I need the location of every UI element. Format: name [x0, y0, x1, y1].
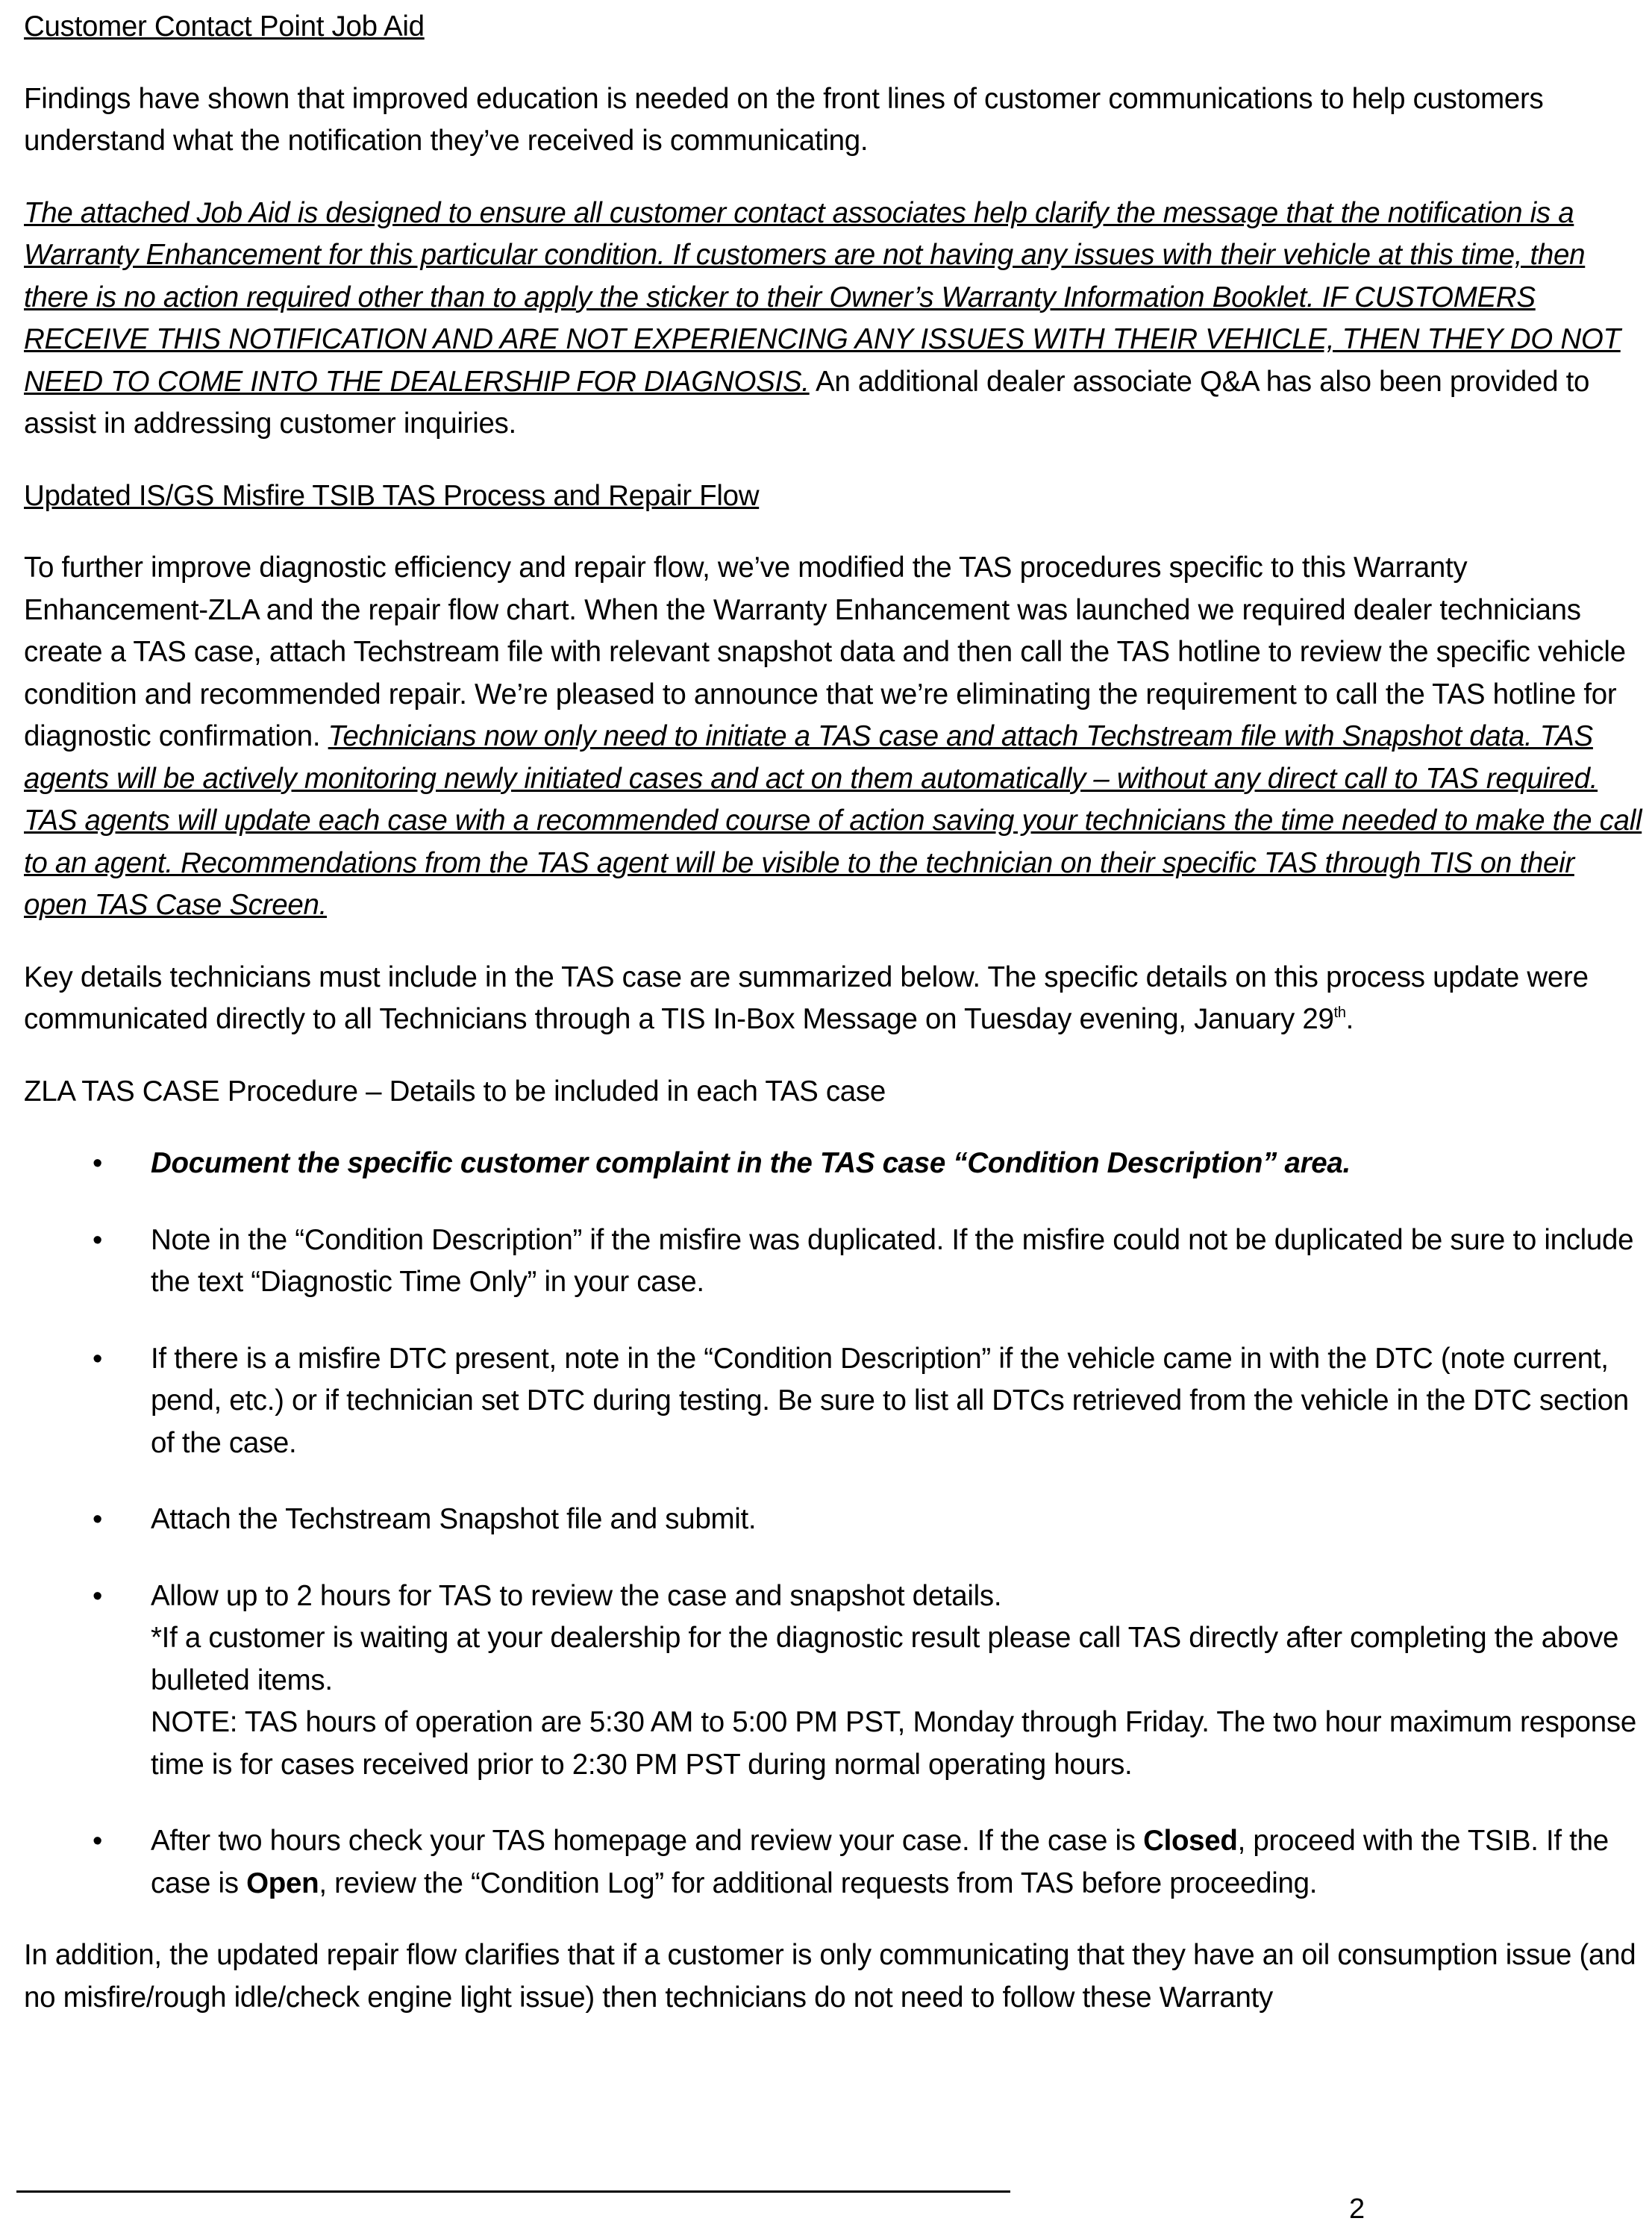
bullet-text-cont: , proceed with the TSIB. If the case is [151, 1825, 1609, 1899]
job-aid-emphasis-text: The attached Job Aid is designed to ensure all customer contact associates help clarify the message that the notification is a Warranty Enhancement for this particular condition. If customers are not having any issues with their vehicle at this time, then there is no action required other than to apply the sticker to their Owner’s Warranty Information Booklet. IF CUSTOMERS RECEIVE THIS NOTIFICATION AND ARE NOT EXPERIENCING ANY ISSUES WITH THEIR VEHICLE, THEN THEY DO NOT NEED TO COME INTO THE DEALERSHIP FOR DIAGNOSIS. [24, 196, 1621, 398]
bullet-text: Attach the Techstream Snapshot file and submit. [151, 1503, 757, 1535]
bullet-text: After two hours check your TAS homepage and review your case. If the case is [151, 1825, 1144, 1857]
paragraph-job-aid [24, 193, 1643, 446]
bullet-item [24, 1820, 1643, 1905]
bullet-icon: • [93, 1343, 103, 1375]
bullet-icon: • [93, 1504, 103, 1535]
bullet-item [24, 1143, 1643, 1185]
footer-divider [16, 2190, 1010, 2193]
bullet-customer-waiting-note: *If a customer is waiting at your dealership for the diagnostic result please call TAS directly after completing the above bulleted items. [151, 1622, 1619, 1696]
bullet-item [24, 1219, 1643, 1304]
bullet-text: Document the specific customer complaint in the TAS case “Condition Description” area. [151, 1147, 1351, 1179]
bullet-text: Note in the “Condition Description” if the misfire was duplicated. If the misfire could not be duplicated be sure to include the text “Diagnostic Time Only” in your case. [151, 1223, 1634, 1298]
status-open: Open [246, 1867, 319, 1899]
section-heading-tas-process: Updated IS/GS Misfire TSIB TAS Process and Repair Flow [24, 479, 760, 512]
section-heading-job-aid: Customer Contact Point Job Aid [24, 10, 425, 43]
procedure-bullet-list [24, 1143, 1643, 1905]
bullet-item [24, 1338, 1643, 1465]
tas-update-text: To further improve diagnostic efficiency and repair flow, we’ve modified the TAS procedures specific to this Warranty Enhancement-ZLA and the repair flow chart. When the Warranty Enhancement was launched we required dealer technicians create a TAS case, attach Techstream file with relevant snapshot data and then call the TAS hotline to review the specific vehicle condition and recommended repair. We’re pleased to announce that we’re eliminating the requirement to call the TAS hotline for diagnostic confirmation. [24, 552, 1626, 752]
bullet-item [24, 1575, 1643, 1787]
bullet-text: Allow up to 2 hours for TAS to review the case and snapshot details. [151, 1579, 1002, 1612]
paragraph-findings: Findings have shown that improved education is needed on the front lines of customer communications to help customers understand what the notification they’ve received is communicating. [24, 82, 1544, 157]
document-page [24, 0, 1643, 2019]
paragraph-closing: In addition, the updated repair flow clarifies that if a customer is only communicating that they have an oil consumption issue (and no misfire/rough idle/check engine light issue) then technicians do not need to follow these Warranty [24, 1939, 1636, 2014]
key-details-period: . [1345, 1003, 1354, 1035]
superscript-th: th [1333, 1005, 1346, 1021]
bullet-icon: • [93, 1224, 103, 1256]
bullet-text: If there is a misfire DTC present, note in the “Condition Description” if the vehicle came in with the DTC (note current, pend, etc.) or if technician set DTC during testing. Be sure to list all DTCs retrieved from the vehicle in the DTC section of the case. [151, 1342, 1629, 1459]
key-details-text: Key details technicians must include in the TAS case are summarized below. The specific details on this process update were communicated directly to all Technicians through a TIS In-Box Message on Tuesday evening, January 29 [24, 961, 1589, 1035]
bullet-hours-note: NOTE: TAS hours of operation are 5:30 AM to 5:00 PM PST, Monday through Friday. The two hour maximum response time is for cases received prior to 2:30 PM PST during normal operating hours. [151, 1706, 1636, 1781]
paragraph-tas-update [24, 547, 1643, 927]
bullet-item [24, 1499, 1643, 1541]
bullet-icon: • [93, 1148, 103, 1179]
procedure-title: ZLA TAS CASE Procedure – Details to be included in each TAS case [24, 1075, 886, 1108]
bullet-icon: • [93, 1825, 103, 1857]
bullet-text-end: , review the “Condition Log” for additional requests from TAS before proceeding. [319, 1867, 1318, 1899]
tas-update-emphasis-text: Technicians now only need to initiate a TAS case and attach Techstream file with Snapshot data. TAS agents will be actively monitoring newly initiated cases and act on them automatically – without any direct call to TAS required. TAS agents will update each case with a recommended course of action saving your technicians the time needed to make the call to an agent. Recommendations from the TAS agent will be visible to the technician on their specific TAS through TIS on their open TAS Case Screen. [24, 720, 1642, 921]
page-number: 2 [1349, 2193, 1365, 2225]
bullet-icon: • [93, 1580, 103, 1612]
paragraph-key-details [24, 957, 1643, 1041]
status-closed: Closed [1143, 1825, 1238, 1857]
job-aid-additional-text: An additional dealer associate Q&A has also been provided to assist in addressing customer inquiries. [24, 365, 1590, 440]
